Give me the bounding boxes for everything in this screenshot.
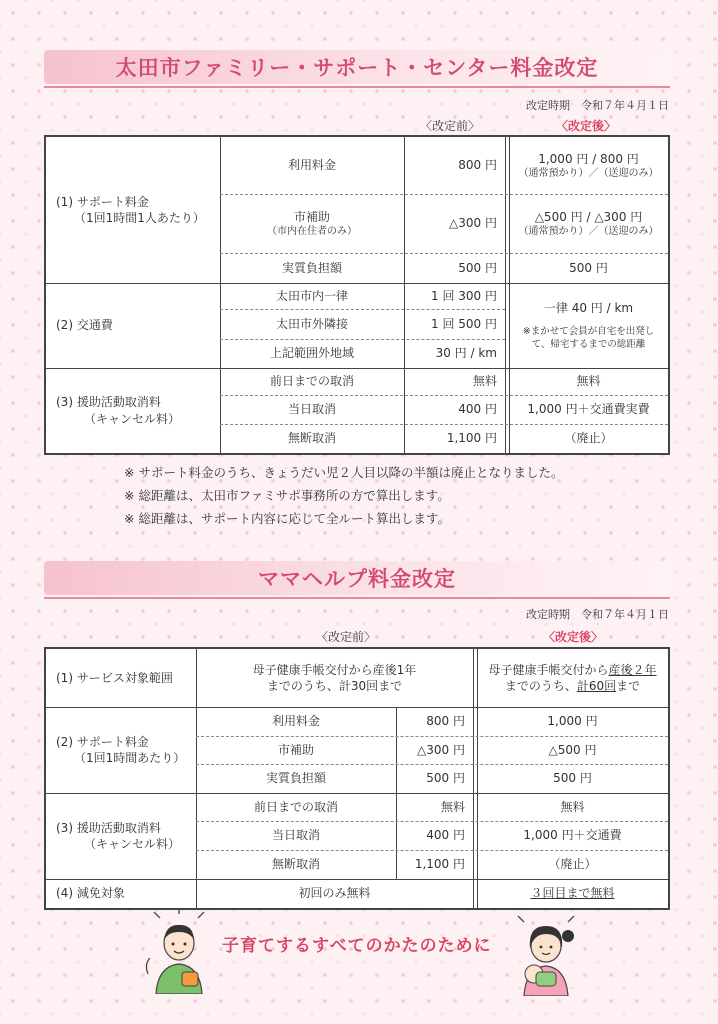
s1-transport-adjacent-before: 1 回 500 円 xyxy=(431,316,497,331)
s1-cancel-prev-label: 前日までの取消 xyxy=(269,374,354,389)
s2-cancel-prev-label: 前日までの取消 xyxy=(253,799,338,814)
s2-exempt-before: 初回のみ無料 xyxy=(298,886,371,901)
s1-transport-city-before: 1 回 300 円 xyxy=(431,288,497,303)
s1-transport-after: 一律 40 円 / km ※まかせて会員が自宅を出発して、帰宅するまでの総距離 xyxy=(522,300,655,350)
s2-net-cost-before: 500 円 xyxy=(426,771,465,786)
section2-after-label: 〈改定後〉 xyxy=(543,630,604,644)
s2-cancel-category: (3) 援助活動取消料 （キャンセル料） xyxy=(56,820,181,851)
s1-net-cost-before: 500 円 xyxy=(458,260,497,275)
s2-cancel-noshow-after: （廃止） xyxy=(548,857,597,872)
s1-cancel-prev-before: 無料 xyxy=(472,374,497,389)
s1-support-category: (1) サポート料金 （1回1時間1人あたり） xyxy=(56,194,205,225)
s2-cancel-prev-before: 無料 xyxy=(440,799,465,814)
s2-net-cost-label: 実質負担額 xyxy=(265,771,326,786)
section2-title-underline xyxy=(44,597,670,599)
s2-subsidy-label: 市補助 xyxy=(277,742,314,757)
slogan: 子育てするすべてのかたのために xyxy=(222,936,492,956)
s1-cancel-noshow-before: 1,100 円 xyxy=(446,431,497,446)
s1-cancel-noshow-label: 無断取消 xyxy=(287,431,336,446)
s2-subsidy-before: △300 円 xyxy=(417,742,465,757)
s2-cancel-prev-after: 無料 xyxy=(560,799,585,814)
s1-subsidy-after: △500 円 / △300 円 （通常預かり）／（送迎のみ） xyxy=(518,209,659,237)
section1-after-label: 〈改定後〉 xyxy=(556,119,617,133)
s2-cancel-sameday-after: 1,000 円＋交通費 xyxy=(523,828,622,843)
s1-subsidy-label: 市補助 （市内在住者のみ） xyxy=(267,209,357,237)
s1-net-cost-label: 実質負担額 xyxy=(281,260,342,275)
s1-note-3: ※ 総距離は、サポート内容に応じて全ルート算出します。 xyxy=(124,511,450,526)
s1-usage-fee-after: 1,000 円 / 800 円 （通常預かり）／（送迎のみ） xyxy=(518,151,659,179)
s2-scope-category: (1) サービス対象範囲 xyxy=(56,670,173,685)
s2-usage-fee-label: 利用料金 xyxy=(271,714,320,729)
section2-before-label: 〈改定前〉 xyxy=(316,630,377,644)
s2-exempt-after: ３回目まで無料 xyxy=(530,886,615,901)
s2-cancel-noshow-label: 無断取消 xyxy=(271,857,320,872)
s2-scope-after: 母子健康手帳交付から産後２年 までのうち、計60回まで xyxy=(488,662,657,693)
s1-cancel-prev-after: 無料 xyxy=(576,374,601,389)
s1-cancel-noshow-after: （廃止） xyxy=(564,431,613,446)
s1-transport-adjacent-label: 太田市外隣接 xyxy=(275,316,348,331)
s1-cancel-sameday-before: 400 円 xyxy=(458,402,497,417)
section1-before-label: 〈改定前〉 xyxy=(420,119,481,133)
s1-usage-fee-before: 800 円 xyxy=(458,158,497,173)
s1-transport-outside-label: 上記範囲外地域 xyxy=(269,346,354,361)
s2-cancel-sameday-label: 当日取消 xyxy=(271,828,320,843)
s2-support-category: (2) サポート料金 （1回1時間あたり） xyxy=(56,734,186,765)
s2-cancel-sameday-before: 400 円 xyxy=(426,828,465,843)
s1-cancel-sameday-after: 1,000 円＋交通費実費 xyxy=(527,402,650,417)
section1-table xyxy=(44,135,670,455)
s1-note-2: ※ 総距離は、太田市ファミサポ事務所の方で算出します。 xyxy=(124,488,450,503)
s1-transport-city-label: 太田市内一律 xyxy=(275,288,348,303)
mother-illustration-icon xyxy=(508,912,584,996)
father-illustration-icon xyxy=(140,910,218,994)
s2-usage-fee-before: 800 円 xyxy=(426,714,465,729)
section1-title-underline xyxy=(44,86,670,88)
s1-transport-outside-before: 30 円 / km xyxy=(435,346,497,361)
s1-net-cost-after: 500 円 xyxy=(569,260,608,275)
section2-table xyxy=(44,647,670,910)
s1-subsidy-before: △300 円 xyxy=(449,216,497,231)
s2-net-cost-after: 500 円 xyxy=(553,771,592,786)
s1-cancel-sameday-label: 当日取消 xyxy=(287,402,336,417)
section1-title: 太田市ファミリー・サポート・センター料金改定 xyxy=(44,50,670,84)
s1-usage-fee-label: 利用料金 xyxy=(287,158,336,173)
s2-cancel-noshow-before: 1,100 円 xyxy=(414,857,465,872)
s2-exempt-category: (4) 減免対象 xyxy=(56,886,125,901)
s2-scope-before: 母子健康手帳交付から産後1年 までのうち、計30回まで xyxy=(252,662,417,693)
s1-note-1: ※ サポート料金のうち、きょうだい児２人目以降の半額は廃止となりました。 xyxy=(124,465,564,480)
s1-cancel-category: (3) 援助活動取消料 （キャンセル料） xyxy=(56,395,181,426)
section2-revision-date: 改定時期 令和７年４月１日 xyxy=(526,608,669,621)
s2-subsidy-after: △500 円 xyxy=(548,742,597,757)
section2-title: ママヘルプ料金改定 xyxy=(44,561,670,595)
s2-usage-fee-after: 1,000 円 xyxy=(547,714,598,729)
section1-revision-date: 改定時期 令和７年４月１日 xyxy=(526,99,669,112)
s1-transport-category: (2) 交通費 xyxy=(56,318,113,333)
